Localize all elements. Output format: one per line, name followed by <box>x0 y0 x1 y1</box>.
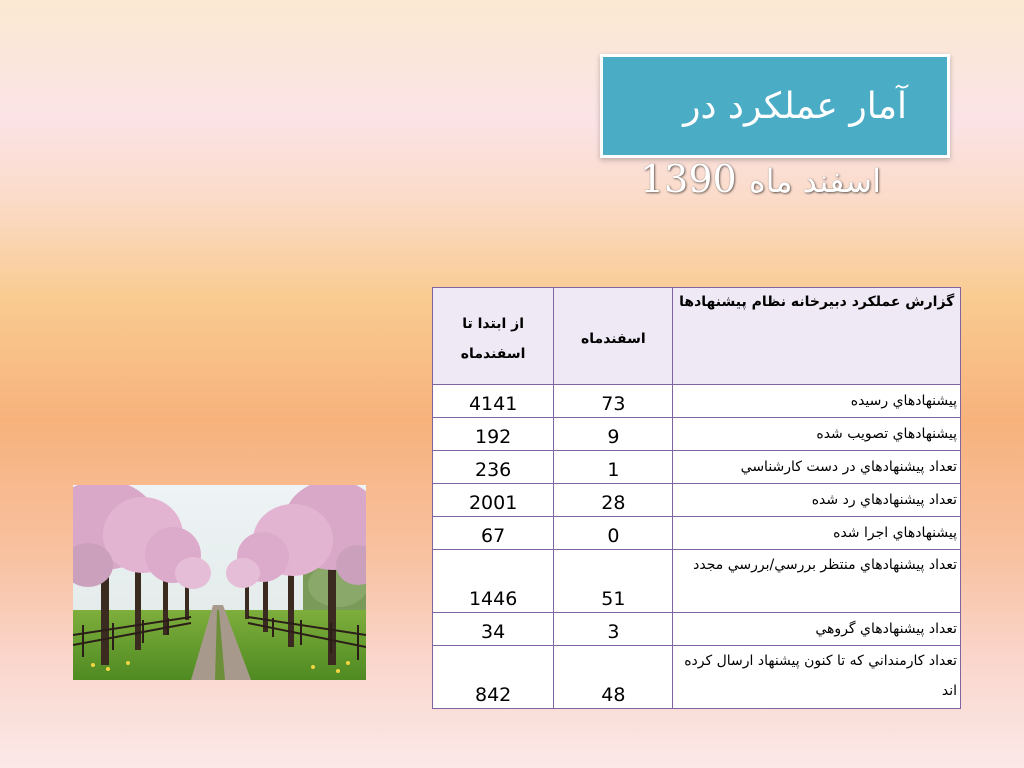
table-row <box>433 451 961 484</box>
row-month-value: 0 <box>554 517 673 550</box>
title-year: 1390 <box>640 157 737 201</box>
row-month-value: 9 <box>554 418 673 451</box>
row-month-value: 73 <box>554 385 673 418</box>
table-row <box>433 550 961 613</box>
row-month-value: 1 <box>554 451 673 484</box>
row-label: تعداد پيشنهادهاي منتظر بررسي/بررسي مجدد <box>673 550 961 613</box>
row-month-value: 28 <box>554 484 673 517</box>
row-cumulative-value: 4141 <box>433 385 554 418</box>
row-cumulative-value: 842 <box>433 646 554 709</box>
row-month-value: 51 <box>554 550 673 613</box>
row-cumulative-value: 34 <box>433 613 554 646</box>
row-cumulative-value: 236 <box>433 451 554 484</box>
title-box <box>600 54 950 158</box>
header-cumulative: از ابتدا تا اسفندماه <box>433 288 554 385</box>
row-cumulative-value: 192 <box>433 418 554 451</box>
table-header-row <box>433 288 961 385</box>
table-row <box>433 484 961 517</box>
row-cumulative-value: 2001 <box>433 484 554 517</box>
slide-subtitle <box>640 155 920 205</box>
title-month: اسفند ماه <box>748 162 881 200</box>
row-label: تعداد پيشنهادهاي در دست كارشناسي <box>673 451 961 484</box>
row-cumulative-value: 1446 <box>433 550 554 613</box>
slide-title: آمار عملکرد در <box>683 86 907 127</box>
row-label: پيشنهادهاي تصويب شده <box>673 418 961 451</box>
row-label: پيشنهادهاي اجرا شده <box>673 517 961 550</box>
header-month: اسفندماه <box>554 288 673 385</box>
row-month-value: 3 <box>554 613 673 646</box>
table-row <box>433 613 961 646</box>
row-label: تعداد پيشنهادهاي گروهي <box>673 613 961 646</box>
row-month-value: 48 <box>554 646 673 709</box>
table-row <box>433 385 961 418</box>
table-row <box>433 646 961 709</box>
row-label: پيشنهادهاي رسيده <box>673 385 961 418</box>
report-table <box>432 287 961 709</box>
header-description: گزارش عملکرد دبيرخانه نظام پيشنهادها <box>673 288 961 385</box>
table-row <box>433 517 961 550</box>
row-label: تعداد كارمنداني كه تا كنون پيشنهاد ارسال كرده اند <box>673 646 961 709</box>
row-label: تعداد پيشنهادهاي رد شده <box>673 484 961 517</box>
table-row <box>433 418 961 451</box>
cherry-blossom-road-photo <box>73 485 366 680</box>
row-cumulative-value: 67 <box>433 517 554 550</box>
